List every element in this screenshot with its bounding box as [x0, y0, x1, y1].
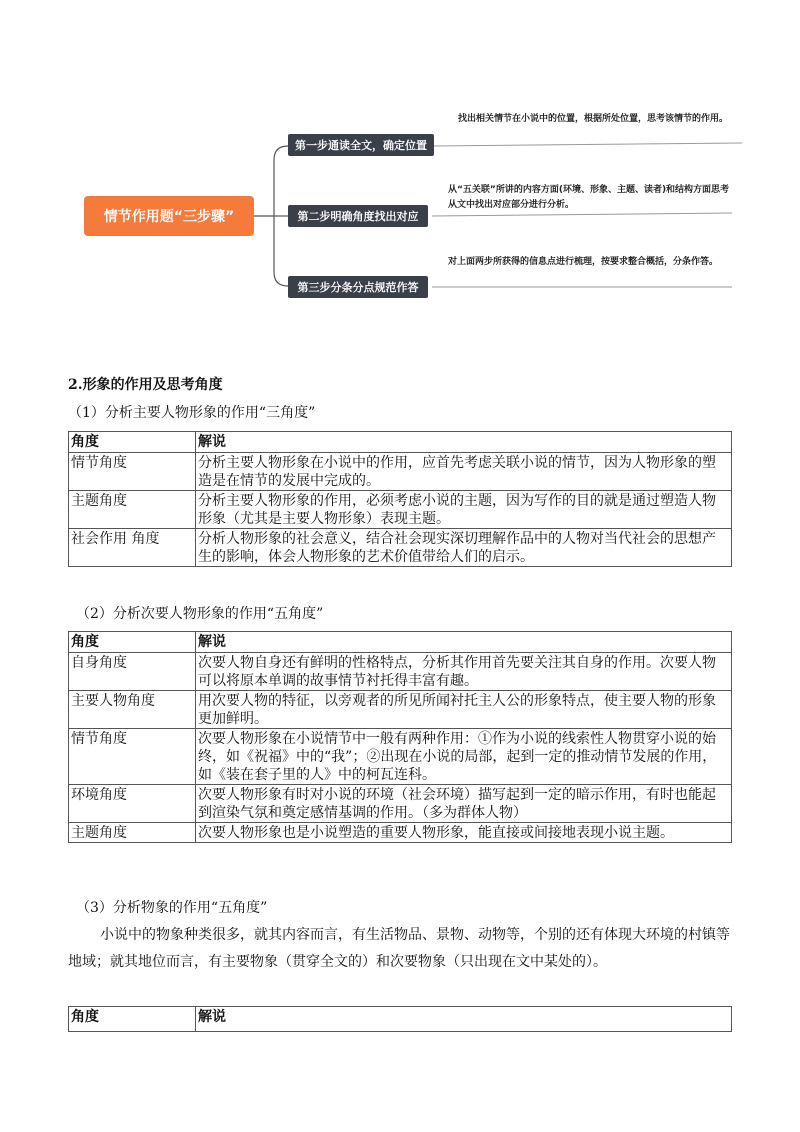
- table-row: [69, 823, 732, 843]
- mind-map: [0, 0, 800, 310]
- cell-explain: 分析主要人物形象的作用，必须考虑小说的主题，因为写作的目的就是通过塑造人物形象（尤其是主要人物形象）表现主题。: [196, 491, 732, 529]
- table-header-row: [69, 432, 732, 453]
- header-explain: 解说: [196, 632, 732, 653]
- header-explain: 解说: [196, 432, 732, 453]
- table-row: [69, 529, 732, 567]
- table-row: [69, 691, 732, 729]
- table-header-row: [69, 1007, 732, 1032]
- table-row: [69, 453, 732, 491]
- table-objects: [68, 1006, 732, 1032]
- cell-angle: 情节角度: [69, 453, 196, 491]
- table-main-characters: [68, 431, 732, 567]
- cell-explain: 次要人物形象也是小说塑造的重要人物形象，能直接或间接地表现小说主题。: [196, 823, 732, 843]
- cell-angle: 主题角度: [69, 823, 196, 843]
- subsection-1-title: （1）分析主要人物形象的作用“三角度”: [68, 405, 316, 421]
- mindmap-root: 情节作用题“三步骤”: [84, 196, 254, 236]
- mindmap-step-2-desc: 从“五关联”所讲的内容方面(环境、形象、主题、读者)和结构方面思考从文中找出对应部分进行分析。: [448, 185, 730, 210]
- cell-angle: 自身角度: [69, 653, 196, 691]
- cell-angle: 主题角度: [69, 491, 196, 529]
- header-angle: 角度: [69, 1007, 196, 1032]
- cell-angle: 社会作用 角度: [69, 529, 196, 567]
- step1-underline: [432, 143, 742, 146]
- table-row: [69, 729, 732, 785]
- cell-angle: 主要人物角度: [69, 691, 196, 729]
- cell-explain: 分析人物形象的社会意义，结合社会现实深切理解作品中的人物对当代社会的思想产生的影响，体会人物形象的艺术价值带给人们的启示。: [196, 529, 732, 567]
- objects-paragraph: 小说中的物象种类很多，就其内容而言，有生活物品、景物、动物等，个别的还有体现大环境的村镇等地域；就其地位而言，有主要物象（贯穿全文的）和次要物象（只出现在文中某处的）。: [68, 927, 730, 970]
- mindmap-step-1: 第一步通读全文，确定位置: [288, 134, 434, 156]
- cell-explain: 用次要人物的特征，以旁观者的所见所闻衬托主人公的形象特点，使主要人物的形象更加鲜明。: [196, 691, 732, 729]
- cell-angle: 情节角度: [69, 729, 196, 785]
- mindmap-step-3-desc: 对上面两步所获得的信息点进行梳理，按要求整合概括，分条作答。: [448, 257, 719, 267]
- table-row: [69, 653, 732, 691]
- mindmap-step-3: 第三步分条分点规范作答: [288, 276, 428, 298]
- table-row: [69, 785, 732, 823]
- header-angle: 角度: [69, 432, 196, 453]
- mindmap-step-1-desc: 找出相关情节在小说中的位置，根据所处位置，思考该情节的作用。: [458, 114, 729, 124]
- cell-explain: 次要人物形象有时对小说的环境（社会环境）描写起到一定的暗示作用，有时也能起到渲染气氛和奠定感情基调的作用。（多为群体人物）: [196, 785, 732, 823]
- mindmap-step-2: 第二步明确角度找出对应: [288, 205, 428, 227]
- table-minor-characters: [68, 631, 732, 843]
- table-row: [69, 491, 732, 529]
- table-header-row: [69, 632, 732, 653]
- cell-explain: 次要人物自身还有鲜明的性格特点，分析其作用首先要关注其自身的作用。次要人物可以将原本单调的故事情节衬托得丰富有趣。: [196, 653, 732, 691]
- cell-explain: 分析主要人物形象在小说中的作用，应首先考虑关联小说的情节，因为人物形象的塑造是在情节的发展中完成的。: [196, 453, 732, 491]
- header-explain: 解说: [196, 1007, 732, 1032]
- subsection-3-title: （3）分析物象的作用“五角度”: [76, 900, 268, 916]
- section-title: 2.形象的作用及思考角度: [68, 377, 223, 393]
- step2-underline: [432, 213, 732, 216]
- cell-angle: 环境角度: [69, 785, 196, 823]
- cell-explain: 次要人物形象在小说情节中一般有两种作用：①作为小说的线索性人物贯穿小说的始终，如《祝福》中的“我”；②出现在小说的局部，起到一定的推动情节发展的作用，如《装在套子里的人》中的柯瓦连科。: [196, 729, 732, 785]
- subsection-2-title: （2）分析次要人物形象的作用“五角度”: [76, 606, 324, 622]
- header-angle: 角度: [69, 632, 196, 653]
